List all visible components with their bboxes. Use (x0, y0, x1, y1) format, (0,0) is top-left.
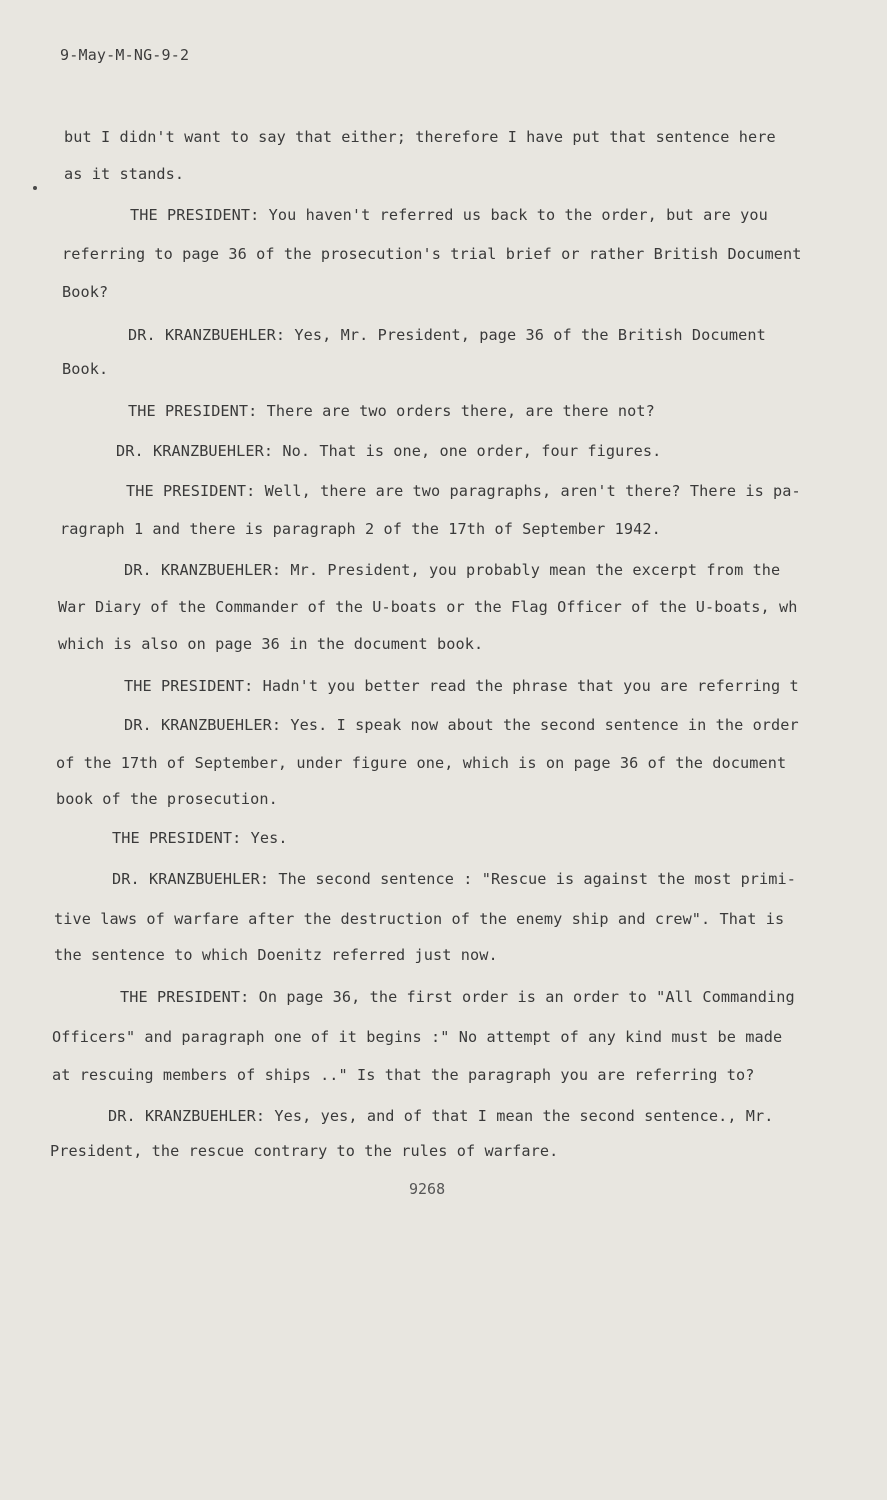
transcript-line: which is also on page 36 in the document book. (58, 635, 484, 653)
speaker-line: DR. KRANZBUEHLER: Mr. President, you probably mean the excerpt from the (124, 561, 781, 579)
speaker-line: DR. KRANZBUEHLER: No. That is one, one order, four figures. (116, 442, 662, 460)
transcript-line: tive laws of warfare after the destruction of the enemy ship and crew". That is (54, 910, 785, 928)
document-id: 9-May-M-NG-9-2 (60, 46, 190, 64)
transcript-line: but I didn't want to say that either; therefore I have put that sentence here (64, 128, 776, 146)
speaker-line: THE PRESIDENT: Well, there are two paragraphs, aren't there? There is pa- (126, 482, 801, 500)
speaker-line: THE PRESIDENT: There are two orders there, are there not? (128, 402, 655, 420)
transcript-line: ragraph 1 and there is paragraph 2 of the 17th of September 1942. (60, 520, 661, 538)
speaker-line: THE PRESIDENT: Hadn't you better read the phrase that you are referring t (124, 677, 799, 695)
speaker-line: DR. KRANZBUEHLER: The second sentence : "Rescue is against the most primi- (112, 870, 797, 888)
speaker-line: THE PRESIDENT: You haven't referred us back to the order, but are you (130, 206, 768, 224)
transcript-line: book of the prosecution. (56, 790, 278, 808)
transcript-line: President, the rescue contrary to the rules of warfare. (50, 1142, 559, 1160)
speaker-line: DR. KRANZBUEHLER: Yes, Mr. President, page 36 of the British Document (128, 326, 766, 344)
transcript-line: War Diary of the Commander of the U-boats or the Flag Officer of the U-boats, wh (58, 598, 798, 616)
page-number: 9268 (409, 1180, 446, 1198)
speaker-line: THE PRESIDENT: On page 36, the first order is an order to "All Commanding (120, 988, 795, 1006)
transcript-line: referring to page 36 of the prosecution's trial brief or rather British Document (62, 245, 802, 263)
margin-dot (33, 186, 37, 190)
transcript-line: the sentence to which Doenitz referred just now. (54, 946, 498, 964)
speaker-line: DR. KRANZBUEHLER: Yes. I speak now about the second sentence in the order (124, 716, 799, 734)
transcript-line: as it stands. (64, 165, 185, 183)
speaker-line: DR. KRANZBUEHLER: Yes, yes, and of that I mean the second sentence., Mr. (108, 1107, 774, 1125)
transcript-line: Book. (62, 360, 109, 378)
speaker-line: THE PRESIDENT: Yes. (112, 829, 288, 847)
transcript-line: of the 17th of September, under figure one, which is on page 36 of the document (56, 754, 787, 772)
transcript-line: Officers" and paragraph one of it begins :" No attempt of any kind must be made (52, 1028, 783, 1046)
transcript-line: Book? (62, 283, 109, 301)
transcript-line: at rescuing members of ships .." Is that the paragraph you are referring to? (52, 1066, 755, 1084)
